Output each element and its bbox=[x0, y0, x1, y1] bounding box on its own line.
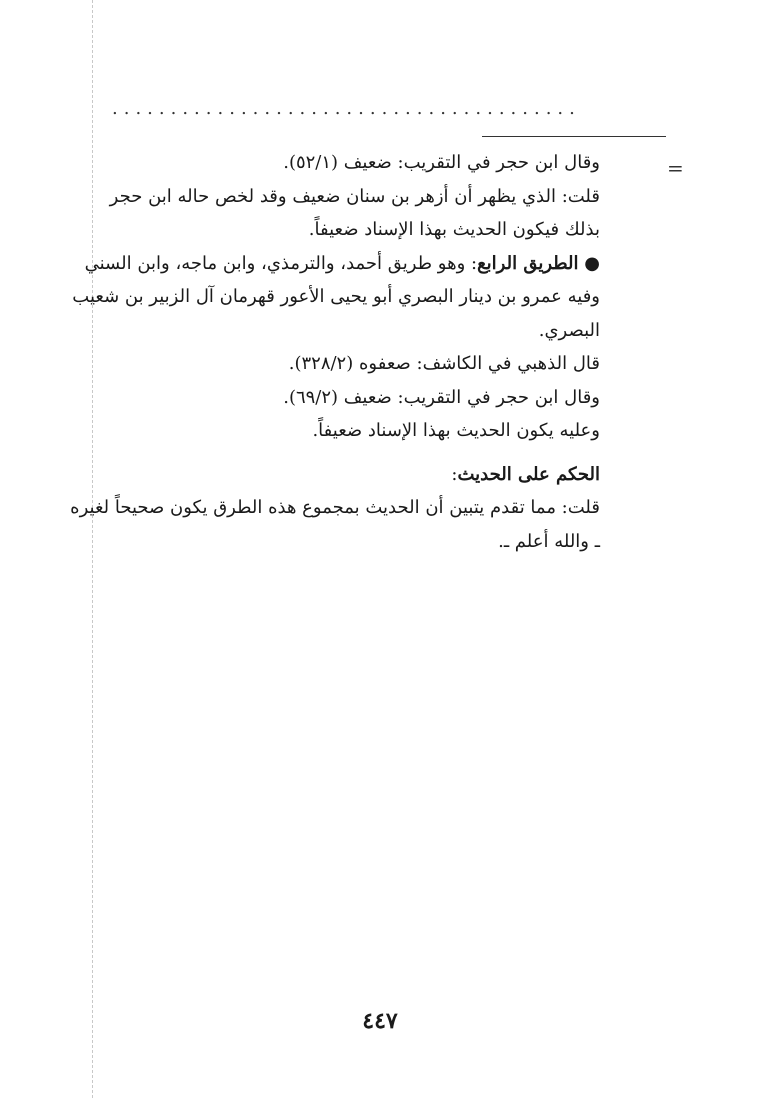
text-line-5: وفيه عمرو بن دينار البصري أبو يحيى الأعور قهرمان آل الزبير بن شعيب bbox=[72, 286, 600, 307]
spacer bbox=[112, 448, 600, 458]
text-line-7: قال الذهبي في الكاشف: صعفوه (٣٢٨/٢). bbox=[288, 353, 600, 374]
text-line-4-body: : وهو طريق أحمد، والترمذي، وابن ماجه، وابن السني bbox=[84, 252, 478, 274]
text-line-10 bbox=[112, 458, 600, 492]
body-text bbox=[70, 146, 600, 558]
text-line-3: بذلك فيكون الحديث بهذا الإسناد ضعيفاً. bbox=[308, 219, 600, 240]
bullet-marker: ● bbox=[584, 252, 600, 274]
text-line-2: قلت: الذي يظهر أن أزهر بن سنان ضعيف وقد لخص حاله ابن حجر bbox=[109, 185, 600, 207]
text-line-1: وقال ابن حجر في التقريب: ضعيف (٥٢/١). bbox=[283, 152, 600, 173]
section-heading-fourth-path: الطريق الرابع bbox=[477, 252, 579, 274]
text-line-8: وقال ابن حجر في التقريب: ضعيف (٦٩/٢). bbox=[283, 386, 600, 408]
continuation-mark: = bbox=[667, 156, 684, 180]
margin-line bbox=[92, 0, 93, 1098]
text-line-6: البصري. bbox=[538, 319, 600, 341]
text-line-12: ـ والله أعلم ـ. bbox=[498, 530, 600, 552]
footnote-rule bbox=[482, 136, 666, 137]
dotted-rule: ........................................ bbox=[112, 98, 581, 119]
section-heading-ruling: الحكم على الحديث bbox=[457, 463, 600, 485]
text-line-4 bbox=[84, 247, 600, 281]
text-line-9: وعليه يكون الحديث بهذا الإسناد ضعيفاً. bbox=[312, 420, 600, 441]
page-number: ٤٤٧ bbox=[362, 1008, 398, 1034]
text-line-11: قلت: مما تقدم يتبين أن الحديث بمجموع هذه الطرق يكون صحيحاً لغيره bbox=[70, 497, 600, 518]
heading-colon: : bbox=[451, 463, 458, 485]
